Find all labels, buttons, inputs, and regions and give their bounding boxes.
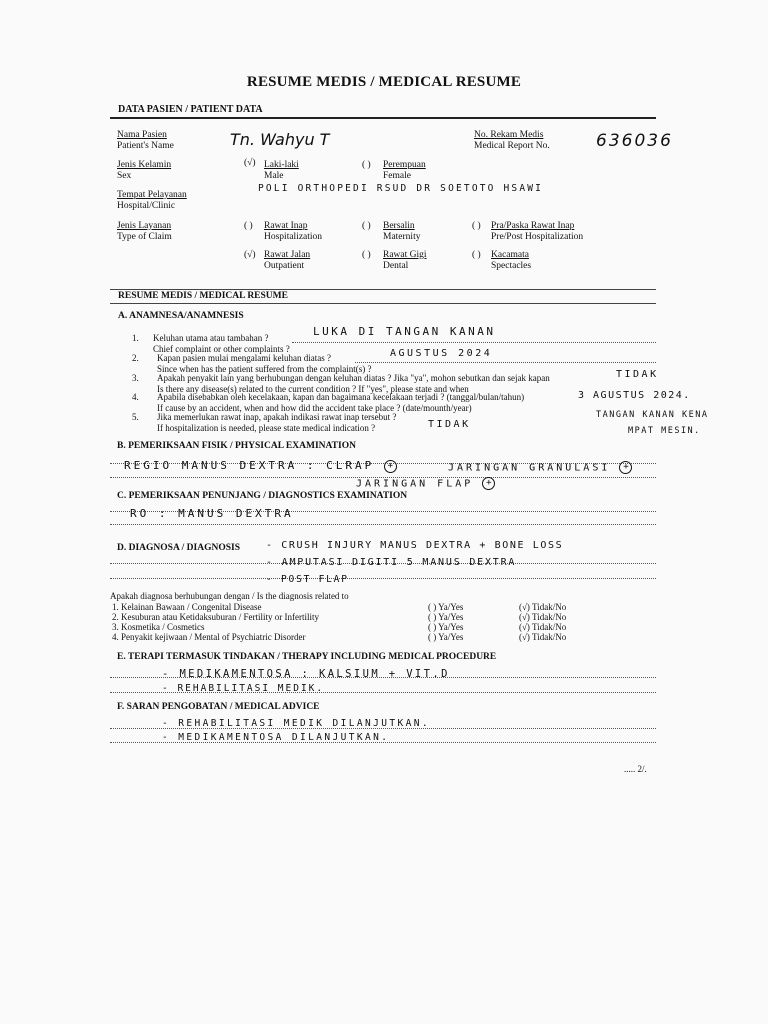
- male-option-label: Laki-laki Male: [264, 160, 299, 181]
- anamnesis-num-1: 1.: [132, 333, 139, 343]
- checkbox: ( ): [472, 221, 481, 231]
- advice-line-1: - REHABILITASI MEDIK DILANJUTKAN.: [162, 718, 430, 729]
- claim-type-label: Jenis Layanan Type of Claim: [117, 221, 172, 242]
- diagnosis-line-2: - AMPUTASI DIGITI 5 MANUS DEXTRA: [266, 557, 517, 568]
- section-divider: [110, 117, 656, 119]
- answer-line: [110, 578, 656, 579]
- related-item-no[interactable]: (√) Tidak/No: [519, 632, 567, 642]
- related-item-yes[interactable]: ( ) Ya/Yes: [428, 602, 464, 612]
- plus-circle-mark: +: [384, 460, 397, 473]
- claim-option-dental-label: Rawat Gigi Dental: [383, 250, 427, 271]
- hospital-label: Tempat Pelayanan Hospital/Clinic: [117, 190, 187, 211]
- claim-option-prepost[interactable]: [472, 221, 481, 232]
- plus-circle-mark: +: [482, 477, 495, 490]
- anamnesis-num-3: 3.: [132, 373, 139, 383]
- section-divider: [110, 289, 656, 290]
- claim-option-outpatient[interactable]: [244, 250, 256, 261]
- sex-label: Jenis Kelamin Sex: [117, 160, 172, 181]
- physical-exam-line-1b: JARINGAN GRANULASI +: [448, 461, 632, 474]
- male-checkbox[interactable]: (√): [244, 158, 256, 168]
- therapy-line-1: - MEDIKAMENTOSA : KALSIUM + VIT.D: [162, 668, 450, 680]
- claim-option-spectacles-label: Kacamata Spectacles: [491, 250, 532, 271]
- anamnesis-num-2: 2.: [132, 353, 139, 363]
- related-item-no[interactable]: (√) Tidak/No: [519, 622, 567, 632]
- anamnesis-question-4: Apabila disebabkan oleh kecelakaan, kapan dan bagaimana kecelakaan terjadi ? (tanggal/bulan/tahun) If cause by an accident, when and how did the accident take place ? (date/mounth/year): [157, 392, 525, 413]
- patient-name-value: Tn. Wahyu T: [230, 130, 330, 149]
- physical-exam-line-1: REGIO MANUS DEXTRA : CLRAP +: [124, 459, 397, 473]
- record-number-value: 636036: [596, 131, 673, 151]
- related-item-no[interactable]: (√) Tidak/No: [519, 602, 567, 612]
- answer-line: [355, 362, 656, 363]
- hospital-value: POLI ORTHOPEDI RSUD DR SOETOTO HSAWI: [258, 183, 544, 194]
- diagnosis-line-1: - CRUSH INJURY MANUS DEXTRA + BONE LOSS: [266, 540, 564, 551]
- related-item-yes[interactable]: ( ) Ya/Yes: [428, 622, 464, 632]
- checkbox: ( ): [472, 250, 481, 260]
- anamnesis-answer-4-detail: TANGAN KANAN KENA: [596, 410, 709, 420]
- related-item-label: 2. Kesuburan atau Ketidaksuburan / Fertility or Infertility: [112, 612, 319, 622]
- resume-heading: RESUME MEDIS / MEDICAL RESUME: [118, 291, 288, 301]
- record-number-label: No. Rekam Medis Medical Report No.: [474, 130, 550, 151]
- anamnesis-answer-2: AGUSTUS 2024: [390, 348, 493, 359]
- page-title: RESUME MEDIS / MEDICAL RESUME: [246, 74, 522, 90]
- claim-option-maternity[interactable]: [362, 221, 371, 232]
- therapy-heading: E. TERAPI TERMASUK TINDAKAN / THERAPY INCLUDING MEDICAL PROCEDURE: [117, 652, 497, 662]
- related-item-label: 1. Kelainan Bawaan / Congenital Disease: [112, 602, 262, 612]
- anamnesis-heading: A. ANAMNESA/ANAMNESIS: [118, 311, 244, 321]
- diagnosis-related-question: Apakah diagnosa berhubungan dengan / Is the diagnosis related to: [110, 591, 349, 601]
- female-checkbox[interactable]: ( ): [362, 160, 371, 170]
- answer-line: [292, 342, 656, 343]
- diagnosis-heading: D. DIAGNOSA / DIAGNOSIS: [117, 543, 240, 553]
- claim-option-spectacles[interactable]: [472, 250, 481, 261]
- diagnosis-line-3: - POST FLAP: [266, 574, 349, 585]
- anamnesis-answer-4: 3 AGUSTUS 2024.: [578, 390, 691, 401]
- therapy-line-2: - REHABILITASI MEDIK.: [162, 683, 325, 694]
- page-continuation-marker: ..... 2/.: [624, 764, 647, 774]
- diagnostics-line-1: RO : MANUS DEXTRA: [130, 507, 294, 520]
- anamnesis-num-4: 4.: [132, 392, 139, 402]
- related-item-no[interactable]: (√) Tidak/No: [519, 612, 567, 622]
- checkbox: ( ): [362, 250, 371, 260]
- checkbox: (√): [244, 250, 256, 260]
- claim-option-maternity-label: Bersalin Maternity: [383, 221, 421, 242]
- checkbox: ( ): [244, 221, 253, 231]
- female-option-label: Perempuan Female: [383, 160, 426, 181]
- male-option[interactable]: [244, 158, 256, 169]
- physical-exam-line-2: JARINGAN FLAP +: [356, 477, 495, 490]
- claim-option-prepost-label: Pra/Paska Rawat Inap Pre/Post Hospitalization: [491, 221, 584, 242]
- anamnesis-question-1: Keluhan utama atau tambahan ? Chief complaint or other complaints ?: [153, 333, 290, 354]
- anamnesis-answer-1: LUKA DI TANGAN KANAN: [313, 325, 496, 338]
- anamnesis-answer-5: TIDAK: [428, 419, 471, 430]
- anamnesis-answer-3: TIDAK: [616, 369, 659, 380]
- answer-line: [110, 524, 656, 525]
- patient-name-label: Nama Pasien Patient's Name: [117, 130, 174, 151]
- diagnostics-heading: C. PEMERIKSAAN PENUNJANG / DIAGNOSTICS EXAMINATION: [117, 491, 408, 501]
- related-item-yes[interactable]: ( ) Ya/Yes: [428, 632, 464, 642]
- anamnesis-question-2: Kapan pasien mulai mengalami keluhan diatas ? Since when has the patient suffered from the complaint(s) ?: [157, 353, 372, 374]
- patient-data-heading: DATA PASIEN / PATIENT DATA: [118, 104, 263, 115]
- related-item-label: 4. Penyakit kejiwaan / Mental of Psychiatric Disorder: [112, 632, 306, 642]
- physical-exam-heading: B. PEMERIKSAAN FISIK / PHYSICAL EXAMINATION: [117, 441, 356, 451]
- claim-option-dental[interactable]: [362, 250, 371, 261]
- claim-option-inpatient[interactable]: [244, 221, 253, 232]
- related-item-yes[interactable]: ( ) Ya/Yes: [428, 612, 464, 622]
- claim-option-inpatient-label: Rawat Inap Hospitalization: [264, 221, 323, 242]
- anamnesis-answer-4-detail-2: MPAT MESIN.: [628, 426, 701, 436]
- anamnesis-num-5: 5.: [132, 412, 139, 422]
- anamnesis-question-3: Apakah penyakit lain yang berhubungan dengan keluhan diatas ? Jika "ya", mohon sebutkan dan sejak kapan Is there any disease(s) related to the current condition ? If "yes", please state and when: [157, 373, 550, 394]
- checkbox: ( ): [362, 221, 371, 231]
- claim-option-outpatient-label: Rawat Jalan Outpatient: [264, 250, 311, 271]
- related-item-label: 3. Kosmetika / Cosmetics: [112, 622, 205, 632]
- section-divider: [110, 303, 656, 304]
- plus-circle-mark: +: [619, 461, 632, 474]
- anamnesis-question-5: Jika memerlukan rawat inap, apakah indikasi rawat inap tersebut ? If hospitalization is needed, please state medical indication ?: [157, 412, 397, 433]
- advice-heading: F. SARAN PENGOBATAN / MEDICAL ADVICE: [117, 702, 320, 712]
- advice-line-2: - MEDIKAMENTOSA DILANJUTKAN.: [162, 732, 390, 743]
